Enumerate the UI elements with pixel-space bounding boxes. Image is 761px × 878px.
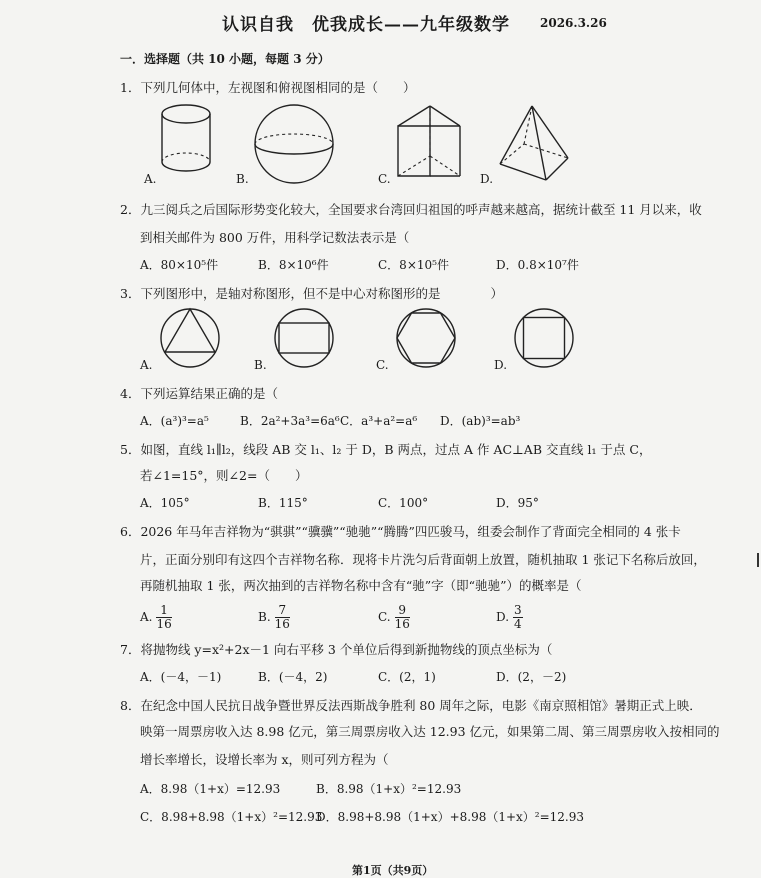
q5-option-c: C．100° (378, 496, 429, 510)
q6-option-a-label: A. (140, 610, 153, 624)
q1-label-b: B. (236, 172, 249, 186)
question-4-stem: 4．下列运算结果正确的是（ (120, 386, 278, 401)
question-8-line1: 8．在纪念中国人民抗日战争暨世界反法西斯战争胜利 80 周年之际，电影《南京照相馆》暑期正式上映． (120, 698, 702, 713)
q6-option-d-fraction (513, 604, 523, 631)
question-2-line1: 2．九三阅兵之后国际形势变化较大，全国要求台湾回归祖国的呼声越来越高，据统计截至 11 月以来，收 (120, 202, 702, 217)
page-title: 认识自我 优我成长——九年级数学 (222, 15, 510, 35)
q1-label-c: C. (378, 172, 391, 186)
q6-option-c-numerator: 9 (395, 604, 410, 618)
question-1-stem: 1．下列几何体中，左视图和俯视图相同的是（ ） (120, 80, 416, 95)
q3-label-d: D. (494, 358, 508, 372)
section-heading: 一．选择题（共 10 小题，每题 3 分） (120, 52, 330, 66)
question-3-stem: 3．下列图形中，是轴对称图形，但不是中心对称图形的是 ） (120, 286, 503, 301)
q6-option-a-fraction (156, 604, 171, 631)
q6-option-c-denominator: 16 (394, 617, 410, 631)
q7-option-a: A．(－4，－1) (140, 670, 222, 684)
q7-option-c: C．(2，1) (378, 670, 436, 684)
q6-option-d-denominator: 4 (514, 617, 522, 631)
q6-option-a-denominator: 16 (156, 617, 172, 631)
q8-option-a: A．8.98（1+x）=12.93 (140, 782, 281, 796)
exam-date: 2026.3.26 (540, 16, 607, 30)
q6-option-b-label: B. (258, 610, 271, 624)
circle-inscribed-triangle-icon (158, 306, 222, 370)
question-8-line3: 增长率增长，设增长率为 x，则可列方程为（ (140, 752, 389, 767)
cylinder-icon (158, 100, 218, 180)
question-5-line1: 5．如图，直线 l₁∥l₂，线段 AB 交 l₁、l₂ 于 D，B 两点，过点 A 作 AC⊥AB 交直线 l₁ 于点 C， (120, 442, 652, 457)
q1-label-a: A. (144, 172, 157, 186)
q4-option-a: A．(a³)³=a⁵ (140, 414, 209, 428)
q3-label-c: C. (376, 358, 389, 372)
q6-option-c-fraction (395, 604, 410, 631)
q5-option-a: A．105° (140, 496, 190, 510)
q4-option-d: D．(ab)³=ab³ (440, 414, 521, 428)
q8-option-d: D．8.98+8.98（1+x）+8.98（1+x）²=12.93 (316, 810, 585, 824)
q5-option-b: B．115° (258, 496, 308, 510)
q6-option-c (378, 604, 410, 631)
question-6-line3: 再随机抽取 1 张，两次抽到的吉祥物名称中含有“驰”字（即“驰驰”）的概率是（ (140, 578, 582, 593)
q3-label-b: B. (254, 358, 267, 372)
q6-option-b-fraction (275, 604, 290, 631)
q6-option-b-denominator: 16 (274, 617, 290, 631)
q1-label-d: D. (480, 172, 494, 186)
q6-option-b (258, 604, 290, 631)
circle-inscribed-rectangle-icon (272, 306, 336, 370)
question-6-line1: 6．2026 年马年吉祥物为“骐骐”“骥骥”“驰驰”“腾腾”四匹骏马，组委会制作了背面完全相同的 4 张卡 (120, 524, 681, 539)
circle-inscribed-square-icon (512, 306, 576, 370)
q4-option-c: C．a³+a²=a⁶ (340, 414, 418, 428)
page-footer: 第1页（共9页） (352, 864, 434, 877)
q8-option-c: C．8.98+8.98（1+x）²=12.93 (140, 810, 323, 824)
q6-option-a (140, 604, 172, 631)
q7-option-b: B．(－4，2) (258, 670, 328, 684)
q6-option-b-numerator: 7 (275, 604, 290, 618)
q6-option-d (496, 604, 523, 631)
question-6-line2: 片，正面分别印有这四个吉祥物名称．现将卡片洗匀后背面朝上放置，随机抽取 1 张记下名称后放回， (140, 552, 706, 567)
q8-option-b: B．8.98（1+x）²=12.93 (316, 782, 462, 796)
q6-option-c-label: C. (378, 610, 391, 624)
scan-mark (757, 553, 759, 567)
question-2-line2: 到相关邮件为 800 万件，用科学记数法表示是（ (140, 230, 410, 245)
q2-option-c: C．8×10⁵件 (378, 258, 449, 272)
square-pyramid-icon (496, 104, 572, 184)
q3-label-a: A. (140, 358, 153, 372)
q6-option-d-numerator: 3 (514, 603, 522, 617)
question-8-line2: 映第一周票房收入达 8.98 亿元，第三周票房收入达 12.93 亿元，如果第二周、第三周票房收入按相同的 (140, 724, 720, 739)
q7-option-d: D．(2，－2) (496, 670, 567, 684)
q6-option-d-label: D. (496, 610, 510, 624)
triangular-prism-icon (396, 104, 466, 184)
q6-option-a-numerator: 1 (156, 604, 171, 618)
q2-option-b: B．8×10⁶件 (258, 258, 329, 272)
q2-option-a: A．80×10⁵件 (140, 258, 219, 272)
sphere-icon (252, 104, 336, 188)
q4-option-b: B．2a²+3a³=6a⁶ (240, 414, 340, 428)
circle-inscribed-hexagon-icon (394, 306, 458, 370)
q5-option-d: D．95° (496, 496, 539, 510)
question-5-line2: 若∠1=15°，则∠2=（ ） (140, 468, 308, 483)
question-7-stem: 7．将抛物线 y=x²+2x－1 向右平移 3 个单位后得到新抛物线的顶点坐标为（ (120, 642, 553, 657)
q2-option-d: D．0.8×10⁷件 (496, 258, 579, 272)
